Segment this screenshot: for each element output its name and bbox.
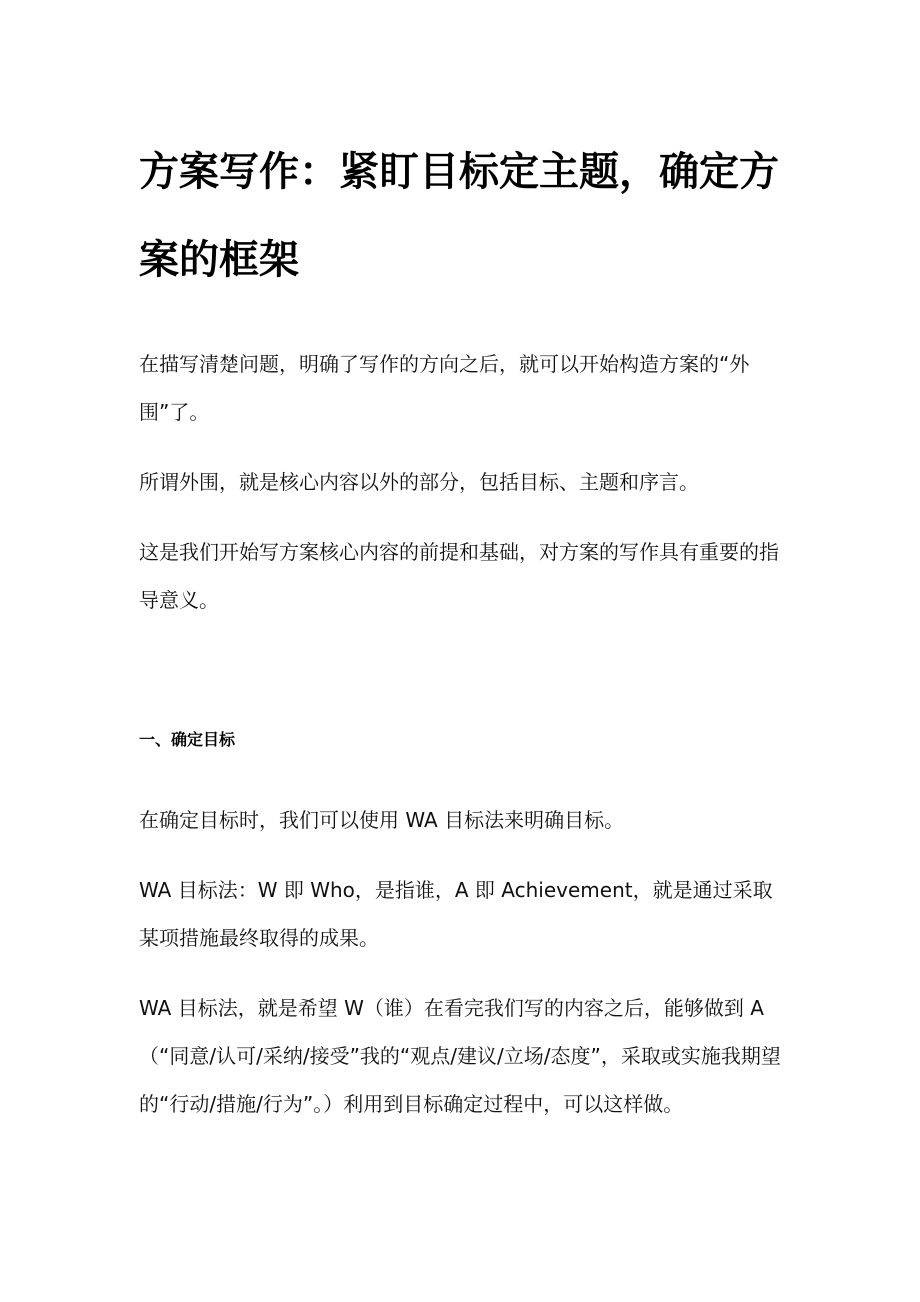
section-heading-determine-goal: 一、确定目标 [139,730,236,749]
article-body [139,128,784,1128]
intro-paragraph-3: 这是我们开始写方案核心内容的前提和基础，对方案的写作具有重要的指导意义。 [139,540,779,612]
section1-paragraph-1: 在确定目标时，我们可以使用 WA 目标法来明确目标。 [139,808,625,832]
section1-paragraph-3: WA 目标法，就是希望 W（谁）在看完我们写的内容之后，能够做到 A（“同意/认可/采纳/接受”我的“观点/建议/立场/态度”，采取或实施我期望的“行动/措施/行为”。）利用到目标确定过程中，可以这样做。 [139,996,781,1116]
section1-paragraph-2: WA 目标法：W 即 Who，是指谁，A 即 Achievement，就是通过采取某项措施最终取得的成果。 [139,878,773,950]
article-title: 方案写作：紧盯目标定主题，确定方案的框架 [139,149,779,283]
intro-paragraph-1: 在描写清楚问题，明确了写作的方向之后，就可以开始构造方案的“外围”了。 [139,352,750,424]
intro-paragraph-2: 所谓外围，就是核心内容以外的部分，包括目标、主题和序言。 [139,470,699,494]
